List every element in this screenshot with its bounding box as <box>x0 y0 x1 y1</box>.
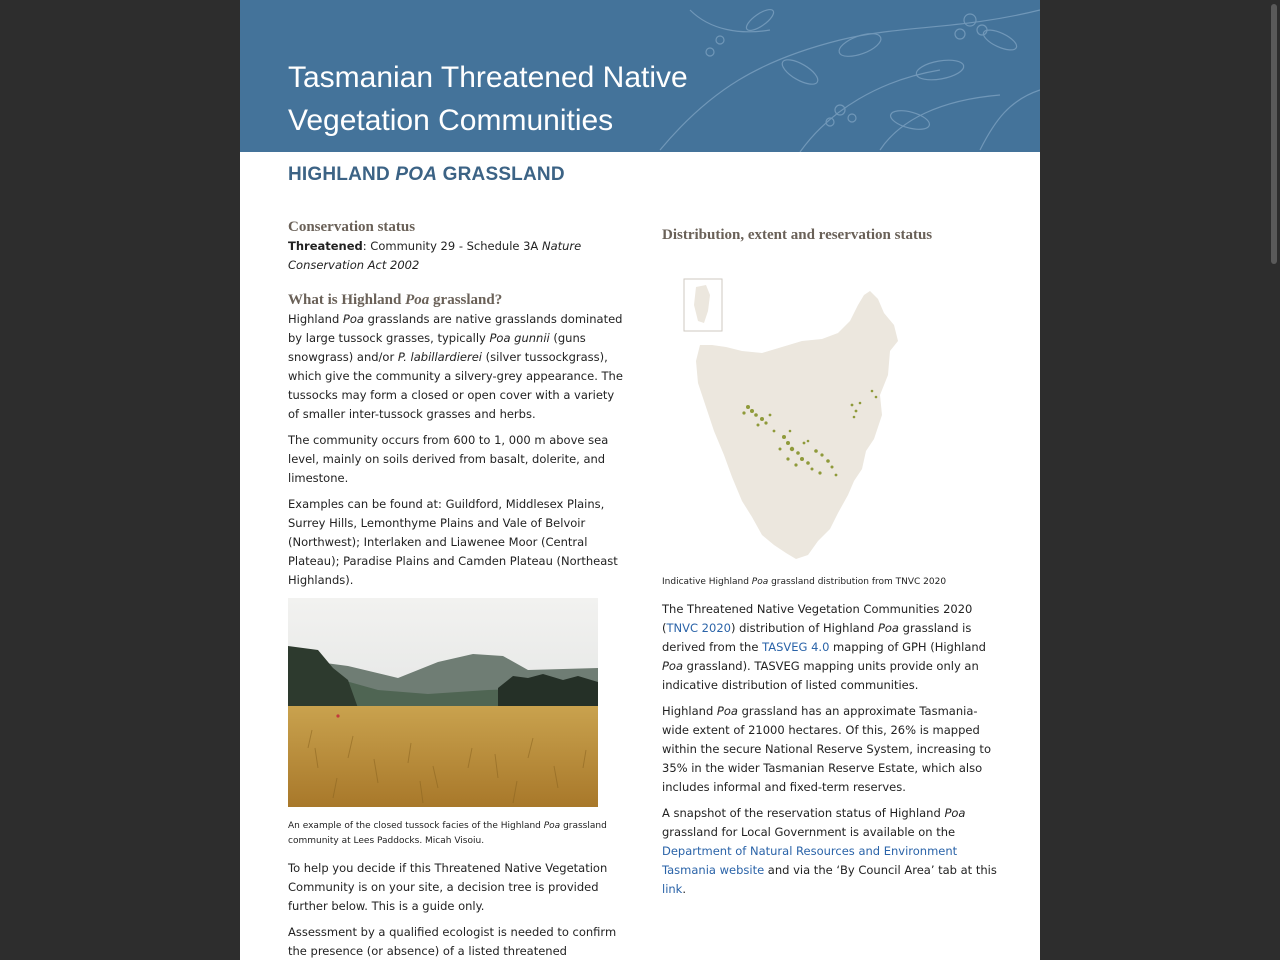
conservation-status-text: Threatened: Community 29 - Schedule 3A Nature Conservation Act 2002 <box>288 239 582 272</box>
banner-title: Tasmanian Threatened Native Vegetation Communities <box>288 61 688 137</box>
header-banner <box>240 0 1040 152</box>
nre-website-link[interactable]: Department of Natural Resources and Environment Tasmania website <box>662 844 958 877</box>
council-area-link[interactable]: link <box>662 882 683 896</box>
elevation-paragraph: The community occurs from 600 to 1, 000 m above sea level, mainly on soils derived from basalt, dolerite, and limestone. <box>288 433 609 485</box>
photo-caption: An example of the closed tussock facies of the Highland Poa grassland community at Lees Paddocks. Micah Visoiu. <box>288 821 607 846</box>
tnvc-paragraph: The Threatened Native Vegetation Communities 2020 (TNVC 2020) distribution of Highland Poa grassland is derived from the TASVEG 4.0 mapping of GPH (Highland Poa grassland). TASVEG mapping units provide only an indicative distribution of listed communities. <box>662 602 986 692</box>
distribution-map <box>662 255 912 565</box>
decision-tree-paragraph: To help you decide if this Threatened Native Vegetation Community is on your site, a decision tree is provided further below. This is a guide only. <box>288 861 608 913</box>
scrollbar[interactable] <box>1268 0 1280 960</box>
examples-paragraph: Examples can be found at: Guildford, Middlesex Plains, Surrey Hills, Lemonthyme Plains and Vale of Belvoir (Northwest); Interlaken and Liawenee Moor (Central Plateau); Paradise Plains and Camden Plateau (Northeast Highlands). <box>288 497 618 587</box>
distribution-heading: Distribution, extent and reservation status <box>662 227 933 243</box>
assessment-paragraph: Assessment by a qualified ecologist is needed to confirm the presence (or absence) of a listed threatened <box>288 925 617 958</box>
document-title: HIGHLAND POA GRASSLAND <box>288 164 565 185</box>
description-paragraph: Highland Poa grasslands are native grasslands dominated by large tussock grasses, typically Poa gunnii (guns snowgrass) and/or P. labillardierei (silver tussockgrass), which give the community a silvery-grey appearance. The tussocks may form a closed or open cover with a variety of smaller inter-tussock grasses and herbs. <box>288 312 623 421</box>
map-caption: Indicative Highland Poa grassland distribution from TNVC 2020 <box>662 577 947 587</box>
what-is-heading: What is Highland Poa grassland? <box>288 292 503 308</box>
scrollbar-thumb[interactable] <box>1271 4 1277 264</box>
document-page <box>240 0 1040 960</box>
tnvc-2020-link[interactable]: TNVC 2020 <box>666 621 731 635</box>
tasveg-link[interactable]: TASVEG 4.0 <box>762 640 830 654</box>
right-column <box>662 226 997 906</box>
left-column <box>288 218 623 960</box>
grassland-photo <box>288 598 598 807</box>
conservation-status-heading: Conservation status <box>288 219 416 235</box>
reservation-paragraph: A snapshot of the reservation status of Highland Poa grassland for Local Government is available on the Department of Natural Resources and Environment Tasmania website and via the ‘By Council Area’ tab at this link. <box>662 806 997 896</box>
extent-paragraph: Highland Poa grassland has an approximate Tasmania-wide extent of 21000 hectares. Of this, 26% is mapped within the secure National Reserve System, increasing to 35% in the wider Tasmanian Reserve Estate, which also includes informal and fixed-term reserves. <box>662 704 991 794</box>
